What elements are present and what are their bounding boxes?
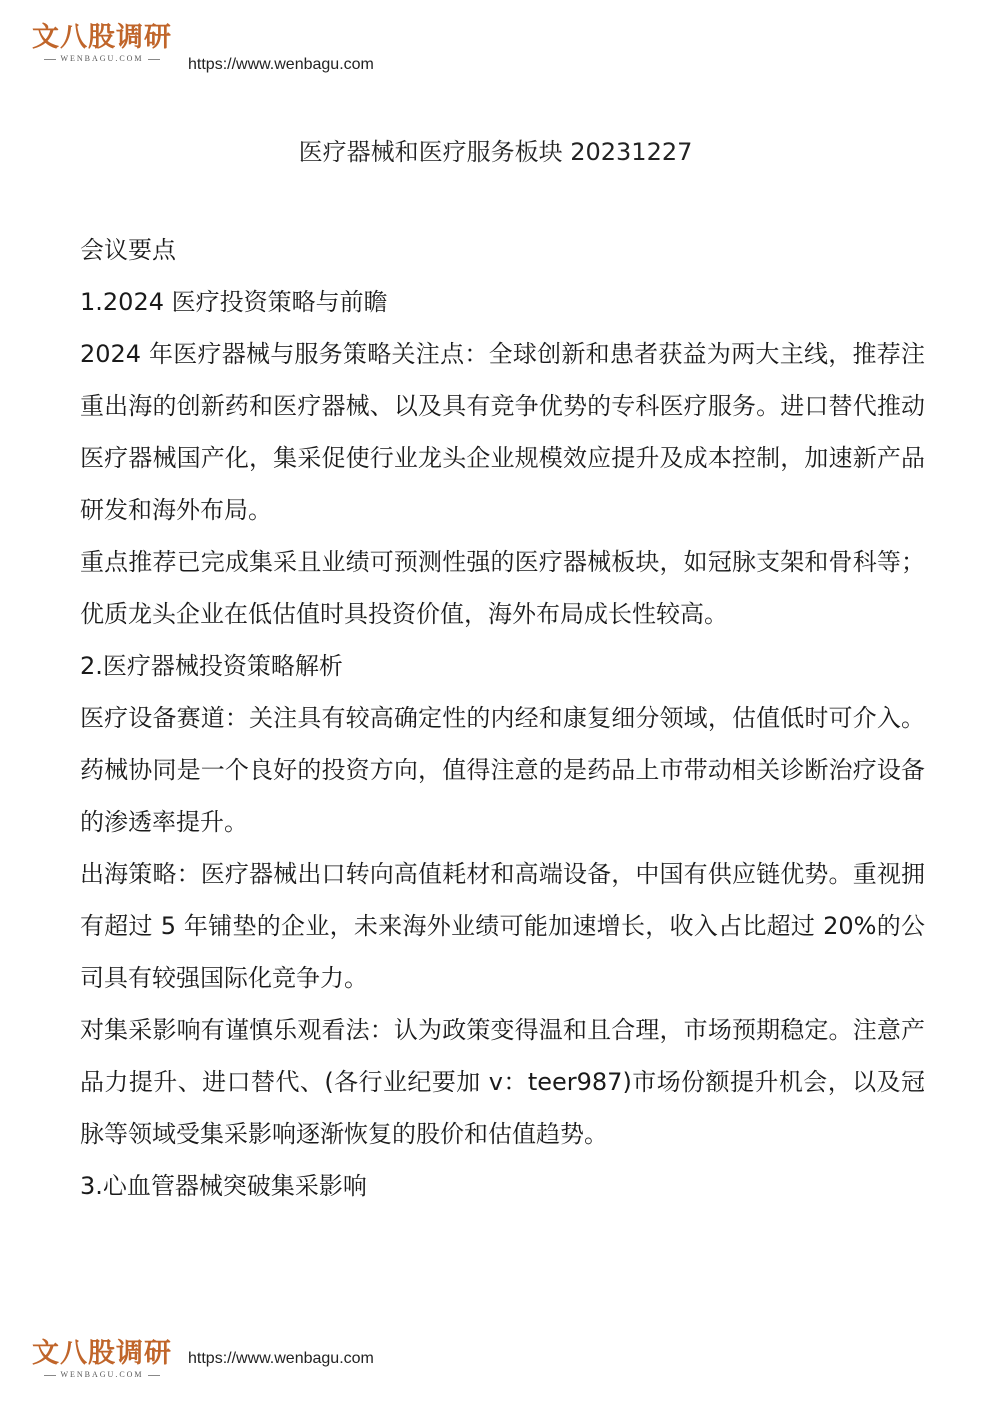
section-heading: 3.心血管器械突破集采影响	[80, 1172, 367, 1200]
section-heading: 1.2024 医疗投资策略与前瞻	[80, 288, 388, 316]
paragraph: 对集采影响有谨慎乐观看法：认为政策变得温和且合理，市场预期稳定。注意产品力提升、进口替代、(各行业纪要加 v：teer987)市场份额提升机会，以及冠脉等领域受集采影响逐渐恢复的股价和估值趋势。	[80, 1016, 925, 1148]
header-logo	[24, 22, 180, 64]
header-url[interactable]: https://www.wenbagu.com	[188, 56, 374, 73]
footer-logo	[24, 1338, 180, 1380]
paragraph: 医疗设备赛道：关注具有较高确定性的内经和康复细分领域，估值低时可介入。药械协同是一个良好的投资方向，值得注意的是药品上市带动相关诊断治疗设备的渗透率提升。	[80, 704, 925, 836]
paragraph: 重点推荐已完成集采且业绩可预测性强的医疗器械板块，如冠脉支架和骨科等；优质龙头企业在低估值时具投资价值，海外布局成长性较高。	[80, 548, 925, 628]
paragraph: 出海策略：医疗器械出口转向高值耗材和高端设备，中国有供应链优势。重视拥有超过 5 年铺垫的企业，未来海外业绩可能加速增长，收入占比超过 20%的公司具有较强国际化竞争力。	[80, 860, 925, 992]
paragraph: 2024 年医疗器械与服务策略关注点：全球创新和患者获益为两大主线，推荐注重出海的创新药和医疗器械、以及具有竞争优势的专科医疗服务。进口替代推动医疗器械国产化，集采促使行业龙头企业规模效应提升及成本控制，加速新产品研发和海外布局。	[80, 340, 925, 524]
footer-url[interactable]: https://www.wenbagu.com	[188, 1350, 374, 1367]
section-heading: 2.医疗器械投资策略解析	[80, 652, 343, 680]
logo-subtext: WENBAGU.COM	[24, 1370, 180, 1380]
document-title: 医疗器械和医疗服务板块 20231227	[298, 138, 693, 166]
paragraph-heading: 会议要点	[80, 236, 176, 264]
logo-text: 文八股调研	[32, 1338, 172, 1369]
logo-text: 文八股调研	[32, 22, 172, 53]
document-body	[80, 224, 925, 1212]
logo-subtext: WENBAGU.COM	[24, 54, 180, 64]
